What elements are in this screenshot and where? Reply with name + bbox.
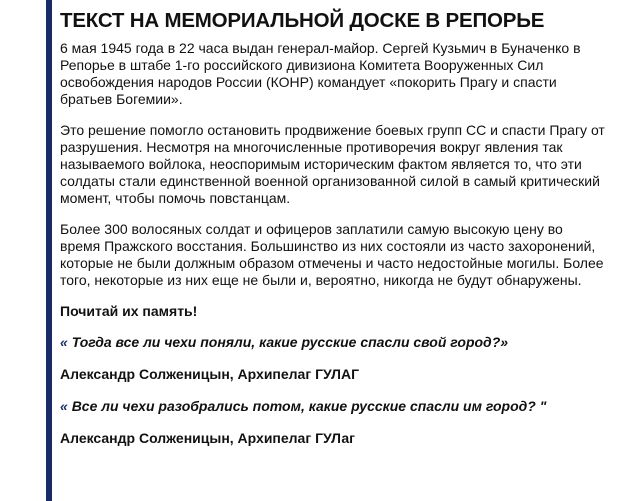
quote-1-open-mark: « [60, 334, 68, 350]
quote-2 [60, 398, 605, 415]
page-title: ТЕКСТ НА МЕМОРИАЛЬНОЙ ДОСКЕ В РЕПОРЬЕ [60, 9, 545, 32]
quote-2-text: Все ли чехи разобрались потом, какие русские спасли им город? " [71, 398, 547, 414]
quote-2-open-mark: « [60, 398, 68, 414]
paragraph-1: 6 мая 1945 года в 22 часа выдан генерал-майор. Сергей Кузьмич в Буначенко в Репорье в штабе 1-го российского дивизиона Комитета Вооруженных Сил освобождения народов России (КОНР) командует «покорить Прагу и спасти братьев Богемии». [60, 40, 581, 107]
quote-1-text: Тогда все ли чехи поняли, какие русские спасли свой город?» [71, 334, 509, 350]
article [60, 8, 605, 462]
paragraph-3: Более 300 волосяных солдат и офицеров заплатили самую высокую цену во время Пражского восстания. Большинство из них состояли из часто захоронений, которые не были должным образом отмечены и часто недостойные могилы. Более того, некоторые из них еще не были и, вероятно, никогда не будут обнаружены. [60, 221, 604, 288]
accent-bar [46, 0, 52, 501]
quote-1 [60, 334, 605, 351]
quote-2-author: Александр Солженицын, Архипелаг ГУЛаг [60, 430, 355, 446]
remember-line: Почитай их память! [60, 303, 198, 319]
paragraph-2: Это решение помогло остановить продвижение боевых групп СС и спасти Прагу от разрушения. Несмотря на многочисленные противоречия вокруг явления так называемого войлока, неоспоримым историческим фактом является то, что эти солдаты стали единственной военной организованной силой в самый критический момент, чтобы помочь повстанцам. [60, 122, 605, 206]
quote-1-author: Александр Солженицын, Архипелаг ГУЛАГ [60, 366, 360, 382]
